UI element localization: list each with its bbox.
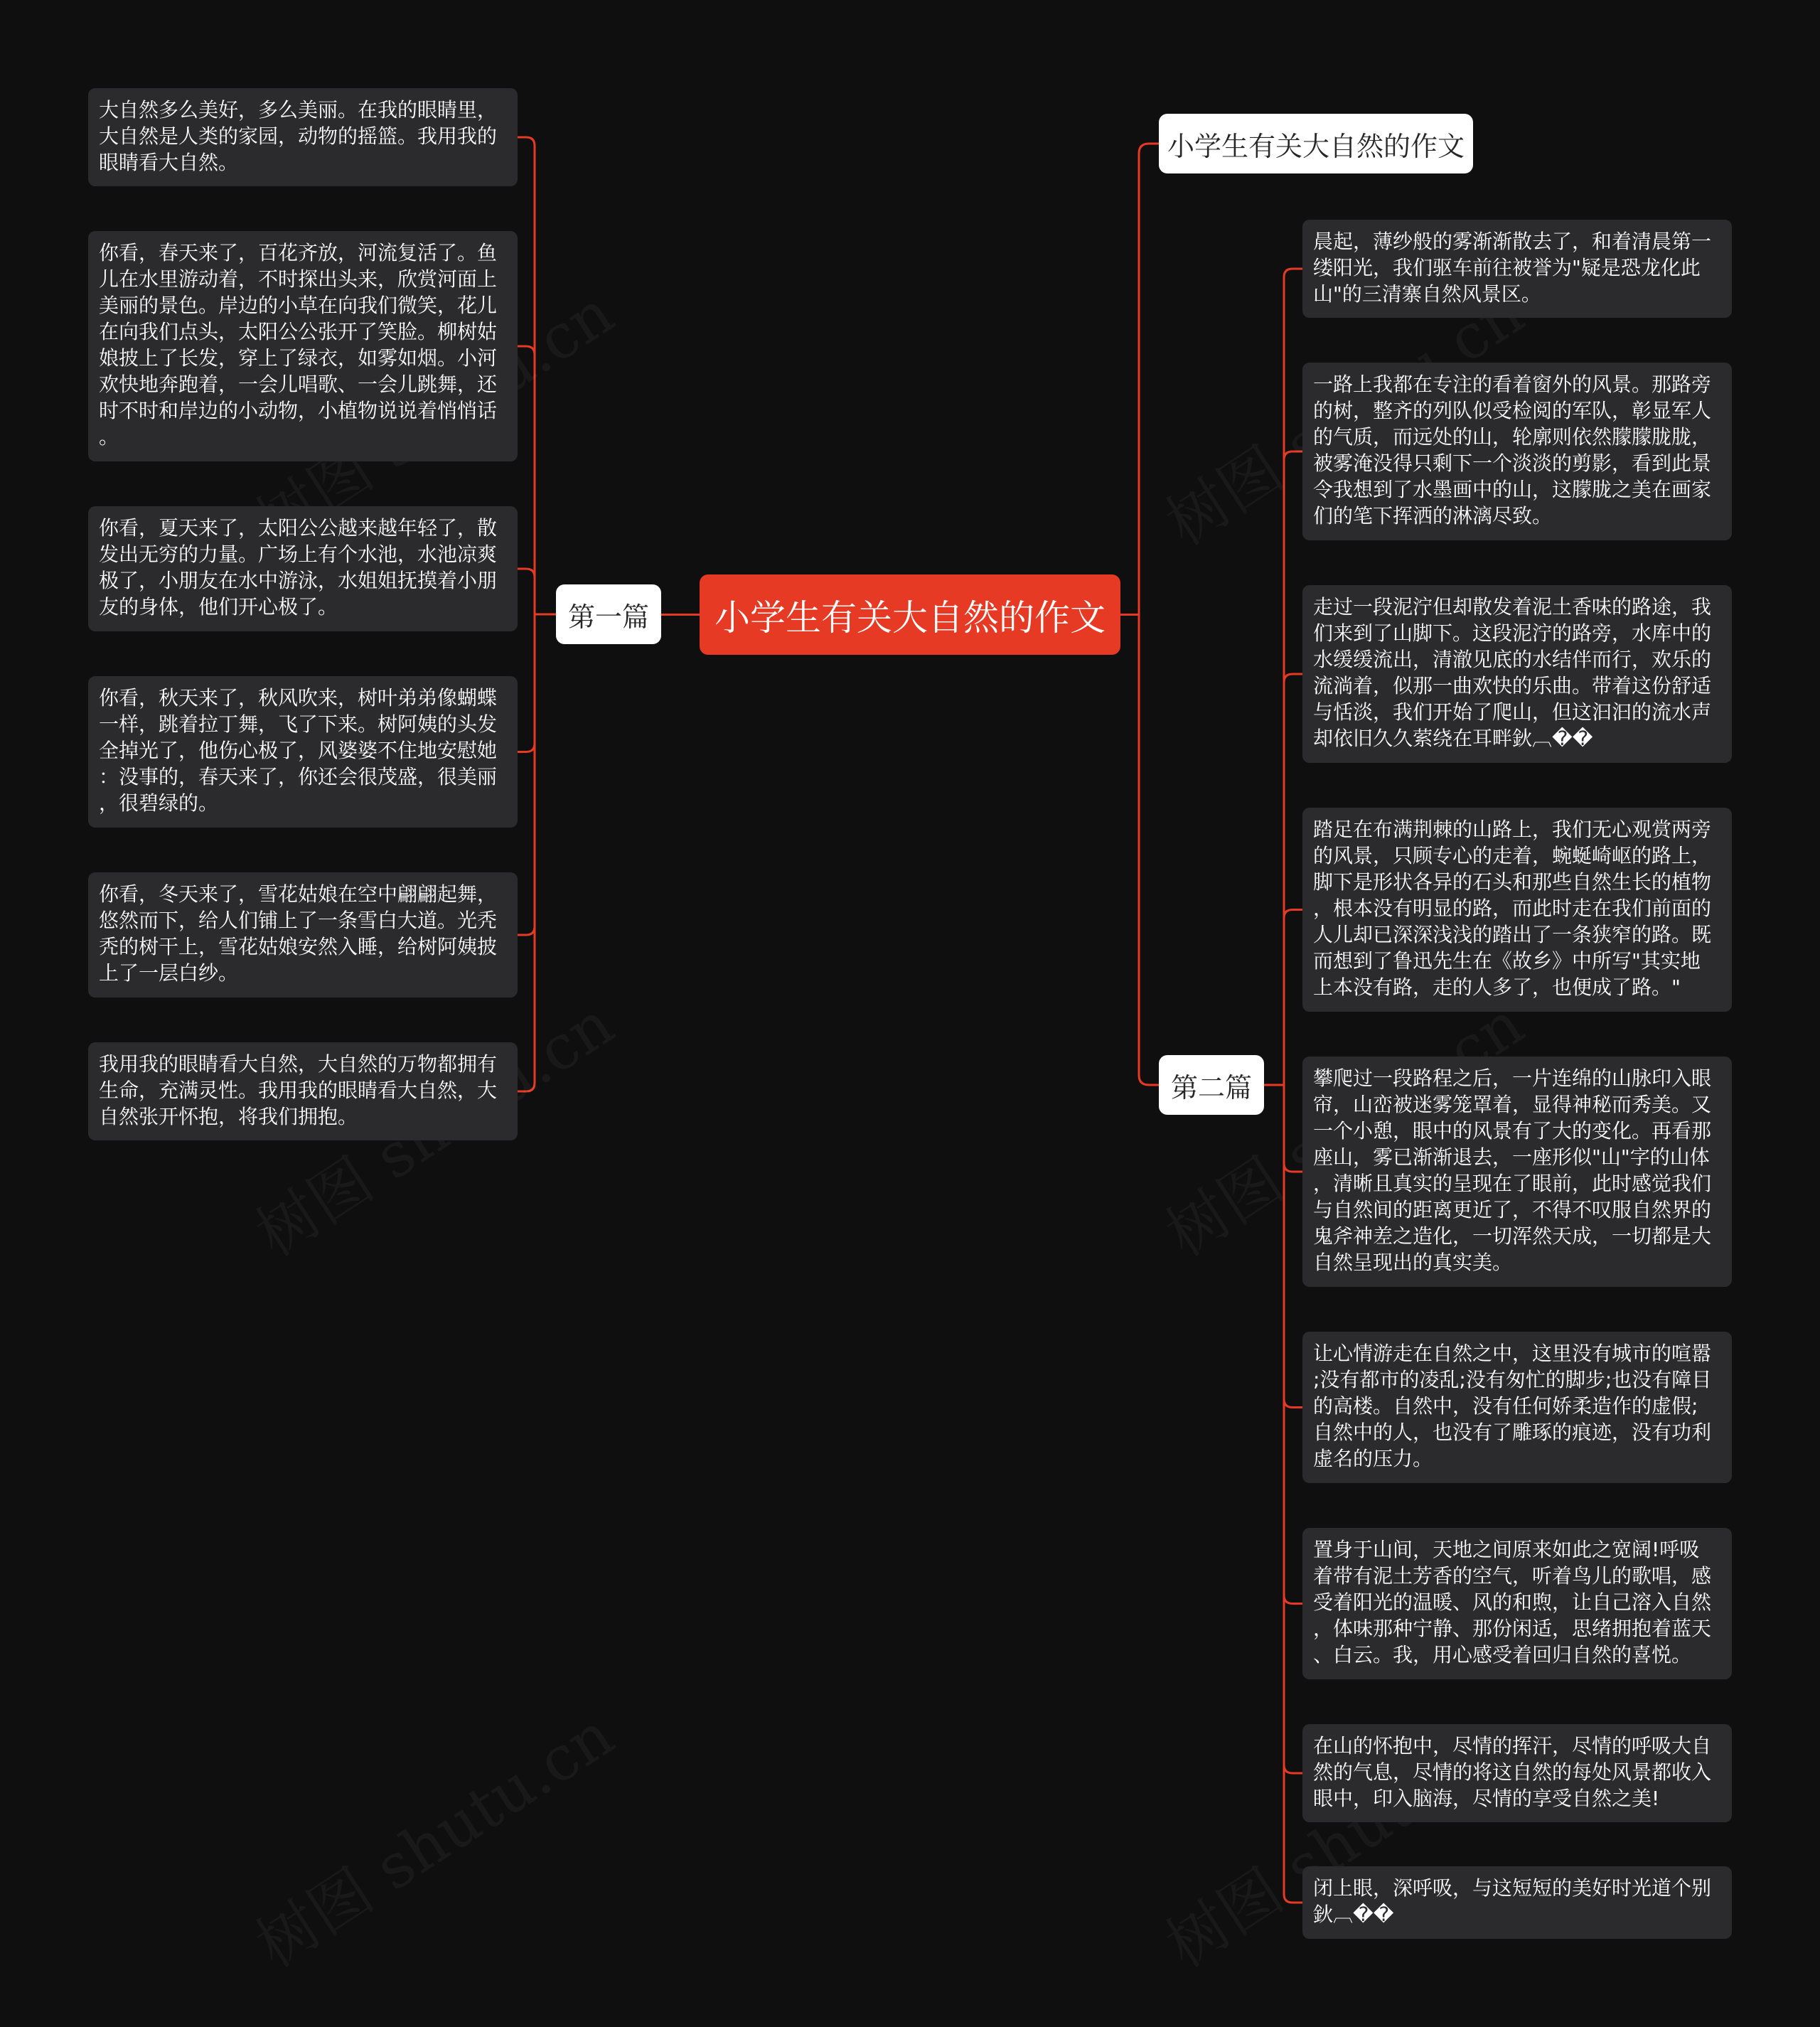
branch-first-essay[interactable]: 第一篇 [556, 584, 661, 644]
connector-left-leaf-1 [518, 137, 556, 614]
leaf-second-2: 一路上我都在专注的看着窗外的风景。那路旁 的树，整齐的列队似受检阅的军队，彰显军人 的气质，而远处的山，轮廓则依然朦朦胧胧， 被雾淹没得只剩下一个淡淡的剪影，看到此景 令我想到了水墨画中的山，这朦胧之美在画家 们的笔下挥洒的淋漓尽致。 [1302, 363, 1732, 540]
leaf-second-1: 晨起，薄纱般的雾渐渐散去了，和着清晨第一 缕阳光，我们驱车前往被誉为"疑是恐龙化此 山"的三清寨自然风景区。 [1302, 220, 1732, 318]
connector-right-leaf-9 [1264, 1085, 1302, 1903]
connector-left-leaf-3 [518, 569, 556, 614]
leaf-first-2: 你看，春天来了，百花齐放，河流复活了。鱼 儿在水里游动着，不时探出头来，欣赏河面上 美丽的景色。岸边的小草在向我们微笑，花儿 在向我们点头，太阳公公张开了笑脸。柳树姑 娘披上了长发，穿上了绿衣，如雾如烟。小河 欢快地奔跑着，一会儿唱歌、一会儿跳舞，还 时不时和岸边的小动物，小植物说说着悄悄话 。 [88, 231, 518, 461]
branch-second-essay[interactable]: 第二篇 [1159, 1055, 1264, 1115]
leaf-second-7: 置身于山间，天地之间原来如此之宽阔!呼吸 着带有泥土芳香的空气，听着鸟儿的歌唱，感 受着阳光的温暖、风的和煦，让自己溶入自然 ，体味那种宁静、那份闲适，思绪拥抱着蓝天 、白云。我，用心感受着回归自然的喜悦。 [1302, 1528, 1732, 1679]
title-branch[interactable]: 小学生有关大自然的作文 [1159, 114, 1473, 173]
leaf-first-6: 我用我的眼睛看大自然，大自然的万物都拥有 生命，充满灵性。我用我的眼睛看大自然，大 自然张开怀抱，将我们拥抱。 [88, 1042, 518, 1140]
leaf-second-8: 在山的怀抱中，尽情的挥汗，尽情的呼吸大自 然的气息，尽情的将这自然的每处风景都收入 眼中，印入脑海，尽情的享受自然之美! [1302, 1724, 1732, 1822]
connector-right-branch-1 [1139, 615, 1159, 1086]
leaf-second-4: 踏足在布满荆棘的山路上，我们无心观赏两旁 的风景，只顾专心的走着，蜿蜒崎岖的路上， 脚下是形状各异的石头和那些自然生长的植物 ，根本没有明显的路，而此时走在我们前面的 人儿却已深深浅浅的踏出了一条狭窄的路。既 而想到了鲁迅先生在《故乡》中所写"其实地 上本没有路，走的人多了，也便成了路。" [1302, 808, 1732, 1012]
leaf-second-3: 走过一段泥泞但却散发着泥土香味的路途，我 们来到了山脚下。这段泥泞的路旁，水库中的 水缓缓流出，清澈见底的水结伴而行，欢乐的 流淌着，似那一曲欢快的乐曲。带着这份舒适 与恬淡，我们开始了爬山，但这汩汩的流水声 却依旧久久萦绕在耳畔鈥︹�� [1302, 585, 1732, 763]
connector-right-branch-0 [1139, 144, 1159, 615]
leaf-first-4: 你看，秋天来了，秋风吹来，树叶弟弟像蝴蝶 一样，跳着拉丁舞，飞了下来。树阿姨的头发 全掉光了，他伤心极了，风婆婆不住地安慰她 ：没事的，春天来了，你还会很茂盛，很美丽 ，很碧绿的。 [88, 676, 518, 828]
leaf-first-3: 你看，夏天来了，太阳公公越来越年轻了，散 发出无穷的力量。广场上有个水池，水池凉爽 极了，小朋友在水中游泳，水姐姐抚摸着小朋 友的身体，他们开心极了。 [88, 506, 518, 631]
root-topic[interactable]: 小学生有关大自然的作文 [700, 574, 1120, 655]
connector-left-leaf-4 [518, 614, 556, 752]
leaf-second-9: 闭上眼，深呼吸，与这短短的美好时光道个别 鈥︹�� [1302, 1866, 1732, 1939]
leaf-first-5: 你看，冬天来了，雪花姑娘在空中翩翩起舞， 悠然而下，给人们铺上了一条雪白大道。光秃 秃的树干上，雪花姑娘安然入睡，给树阿姨披 上了一层白纱。 [88, 872, 518, 998]
connector-left-leaf-6 [518, 614, 556, 1091]
connector-left-leaf-5 [518, 614, 556, 935]
connector-left-leaf-2 [518, 346, 556, 614]
leaf-second-6: 让心情游走在自然之中，这里没有城市的喧嚣 ;没有都市的凌乱;没有匆忙的脚步;也没有障目 的高楼。自然中，没有任何娇柔造作的虚假; 自然中的人，也没有了雕琢的痕迹，没有功利 虚名的压力。 [1302, 1332, 1732, 1483]
leaf-second-5: 攀爬过一段路程之后，一片连绵的山脉印入眼 帘，山峦被迷雾笼罩着，显得神秘而秀美。又 一个小憩，眼中的风景有了大的变化。再看那 座山，雾已渐渐退去，一座形似"山"字的山体 ，清晰且真实的呈现在了眼前，此时感觉我们 与自然间的距离更近了，不得不叹服自然界的 鬼斧神差之造化，一切浑然天成，一切都是大 自然呈现出的真实美。 [1302, 1057, 1732, 1287]
leaf-first-1: 大自然多么美好，多么美丽。在我的眼睛里， 大自然是人类的家园，动物的摇篮。我用我的 眼睛看大自然。 [88, 88, 518, 186]
connector-right-leaf-4 [1264, 910, 1302, 1086]
